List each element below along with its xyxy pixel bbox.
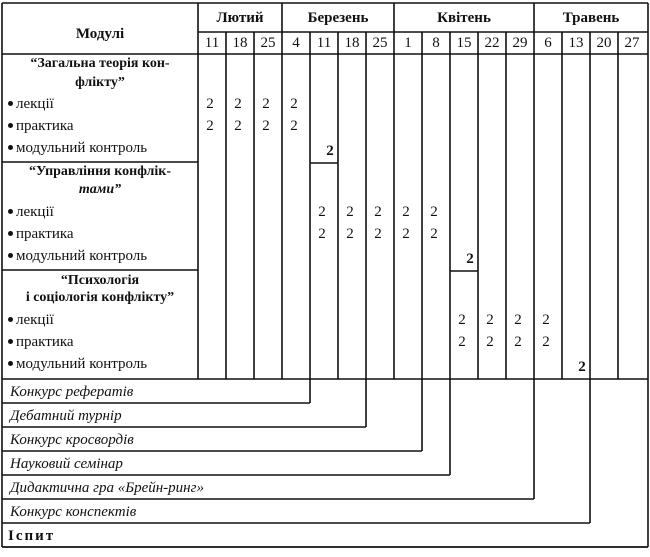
activity-label: Дебатний турнір — [10, 408, 122, 424]
day-header: 29 — [512, 35, 528, 51]
schedule-cell-value: 2 — [430, 226, 438, 242]
row-label-text: модульний контроль — [16, 248, 148, 264]
schedule-cell-value: 2 — [458, 334, 466, 350]
schedule-cell-value: 2 — [402, 204, 410, 220]
day-header: 18 — [344, 35, 360, 51]
schedule-cell-value: 2 — [234, 96, 242, 112]
month-header: Лютий — [216, 10, 264, 26]
module-title: тами” — [78, 182, 122, 197]
bullet-icon — [8, 253, 13, 258]
schedule-cell-value: 2 — [466, 251, 474, 267]
schedule-cell-value: 2 — [486, 312, 494, 328]
schedule-cell-value: 2 — [542, 334, 550, 350]
activity-label: Конкурс кросвордів — [10, 432, 134, 448]
bullet-icon — [8, 101, 13, 106]
bullet-icon — [8, 231, 13, 236]
schedule-cell-value: 2 — [578, 359, 586, 375]
schedule-cell-value: 2 — [318, 226, 326, 242]
day-header: 25 — [372, 35, 388, 51]
row-label — [8, 119, 74, 134]
activity-label: Конкурс рефератів — [10, 384, 134, 400]
day-header: 20 — [596, 35, 612, 51]
schedule-cell-value: 2 — [234, 118, 242, 134]
row-label — [8, 335, 74, 350]
row-label-text: лекції — [16, 312, 54, 328]
row-label-text: модульний контроль — [16, 140, 148, 156]
schedule-cell-value: 2 — [290, 118, 298, 134]
schedule-cell-value: 2 — [206, 118, 214, 134]
bullet-icon — [8, 123, 13, 128]
activity-label: Дидактична гра «Брейн-ринг» — [10, 480, 204, 496]
row-label — [8, 227, 74, 242]
row-label — [8, 141, 147, 156]
row-label-text: модульний контроль — [16, 356, 148, 372]
day-header: 25 — [260, 35, 276, 51]
day-header: 11 — [204, 35, 220, 51]
day-header: 13 — [568, 35, 584, 51]
day-header: 22 — [484, 35, 500, 51]
bullet-icon — [8, 317, 13, 322]
bullet-icon — [8, 361, 13, 366]
module-title: “Загальна теорія кон- — [30, 56, 170, 71]
row-label-text: лекції — [16, 96, 54, 112]
row-label-text: практика — [16, 334, 74, 350]
schedule-cell-value: 2 — [486, 334, 494, 350]
activity-label: Науковий семінар — [10, 456, 123, 472]
month-header: Квітень — [437, 10, 491, 26]
row-label — [8, 97, 54, 112]
row-label — [8, 357, 147, 372]
row-label-text: практика — [16, 118, 74, 134]
module-title: “Психологія — [60, 273, 140, 288]
modules-column-header: Модулі — [75, 26, 125, 42]
schedule-cell-value: 2 — [430, 204, 438, 220]
schedule-cell-value: 2 — [374, 226, 382, 242]
module-title: флікту” — [75, 75, 125, 90]
day-header: 8 — [432, 35, 440, 51]
module-title: “Управління конфлік- — [28, 164, 172, 179]
schedule-cell-value: 2 — [402, 226, 410, 242]
schedule-cell-value: 2 — [542, 312, 550, 328]
activity-label: Конкурс конспектів — [10, 504, 137, 520]
month-header: Березень — [307, 10, 369, 26]
bullet-icon — [8, 209, 13, 214]
schedule-cell-value: 2 — [262, 118, 270, 134]
row-label — [8, 249, 147, 264]
bullet-icon — [8, 145, 13, 150]
schedule-cell-value: 2 — [318, 204, 326, 220]
schedule-cell-value: 2 — [326, 143, 334, 159]
schedule-cell-value: 2 — [346, 226, 354, 242]
module-title: і соціологія конфлікту” — [25, 290, 175, 305]
day-header: 11 — [316, 35, 332, 51]
schedule-cell-value: 2 — [346, 204, 354, 220]
row-label-text: практика — [16, 226, 74, 242]
day-header: 15 — [456, 35, 472, 51]
schedule-cell-value: 2 — [262, 96, 270, 112]
schedule-cell-value: 2 — [374, 204, 382, 220]
bullet-icon — [8, 339, 13, 344]
day-header: 18 — [232, 35, 248, 51]
row-label — [8, 313, 54, 328]
schedule-cell-value: 2 — [290, 96, 298, 112]
row-label — [8, 205, 54, 220]
day-header: 27 — [624, 35, 640, 51]
row-label-text: лекції — [16, 204, 54, 220]
schedule-cell-value: 2 — [206, 96, 214, 112]
exam-label: Іспит — [8, 528, 56, 544]
day-header: 1 — [404, 35, 412, 51]
day-header: 4 — [292, 35, 300, 51]
schedule-cell-value: 2 — [514, 312, 522, 328]
day-header: 6 — [544, 35, 552, 51]
month-header: Травень — [562, 10, 620, 26]
schedule-cell-value: 2 — [458, 312, 466, 328]
schedule-cell-value: 2 — [514, 334, 522, 350]
